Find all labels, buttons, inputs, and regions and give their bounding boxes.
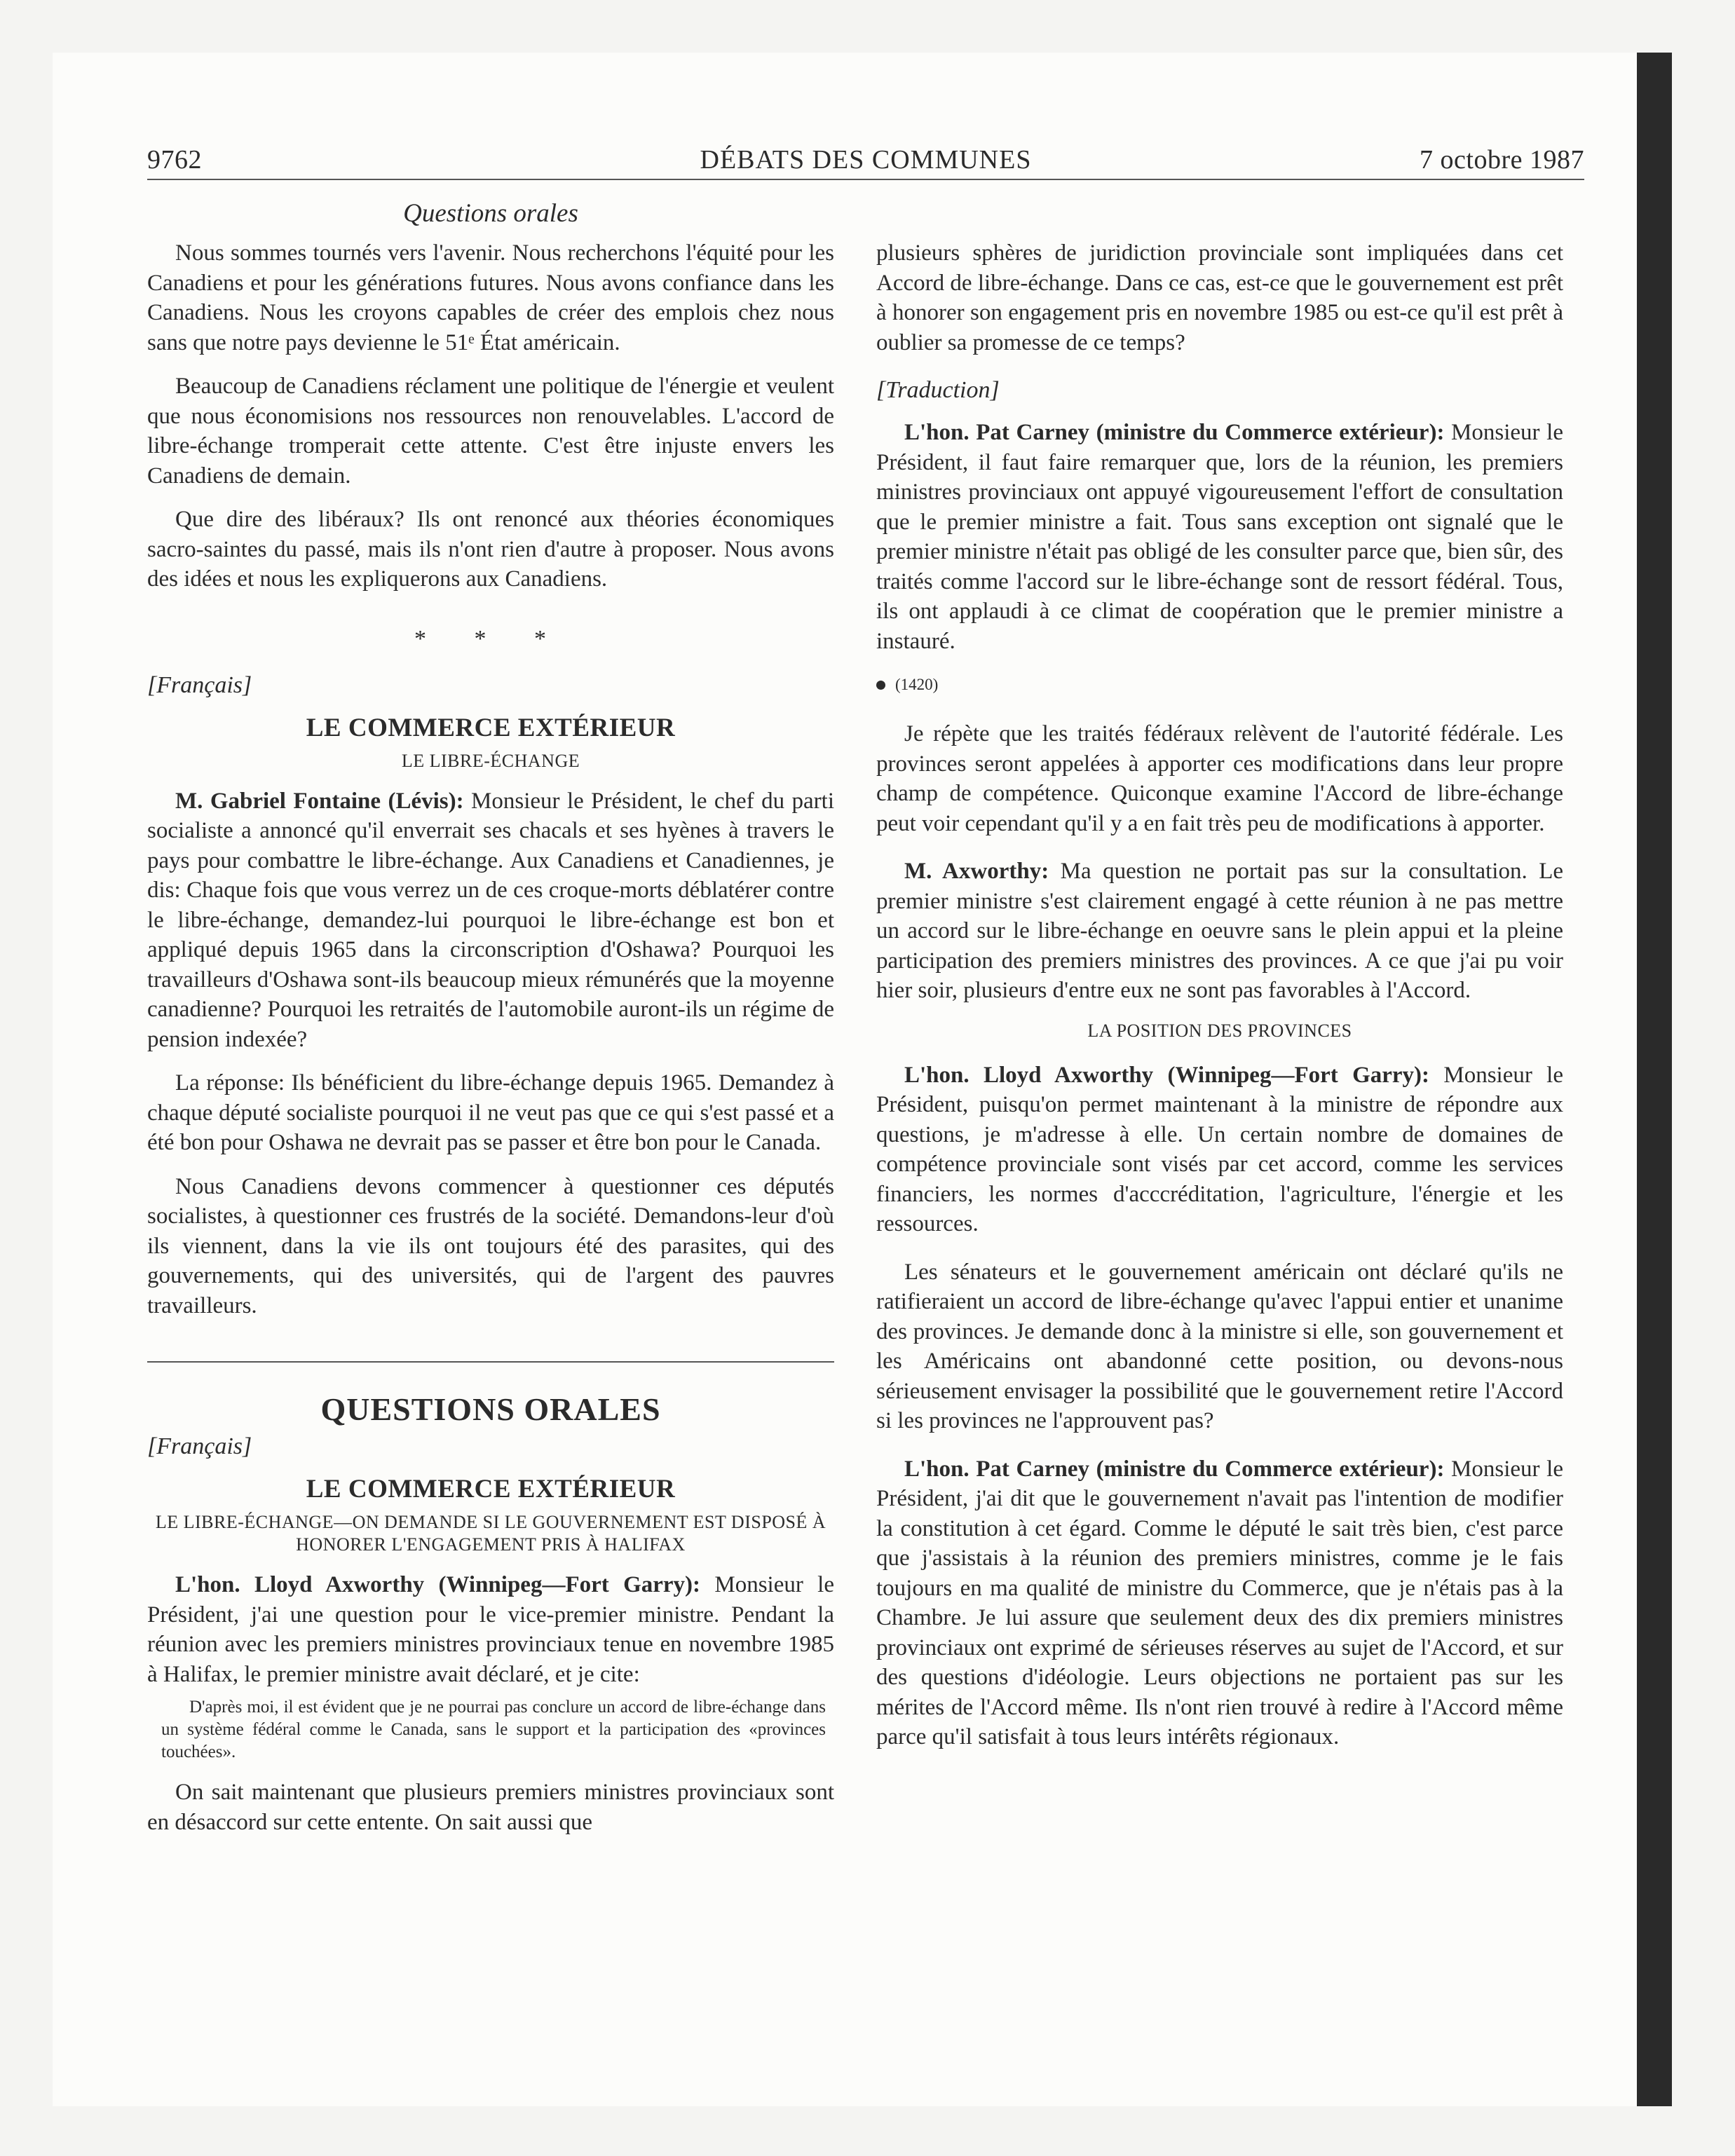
left-column [147,238,834,1837]
language-tag: [Français] [147,671,252,698]
section-title: LE COMMERCE EXTÉRIEUR [306,713,676,742]
paragraph: Nous sommes tournés vers l'avenir. Nous recherchons l'équité pour les Canadiens et pour les générations futures. Nous avons confiance dans les Canadiens. Nous les croyons capables de créer des emplois chez nous sans que notre pays devienne le 51ᵉ État américain. [147,240,834,355]
section-rule [147,1361,834,1363]
section-subtitle: LE LIBRE-ÉCHANGE—ON DEMANDE SI LE GOUVERNEMENT EST DISPOSÉ À HONORER L'ENGAGEMENT PRIS À HALIFAX [155,1512,826,1555]
paragraph: Nous Canadiens devons commencer à questionner ces députés socialistes, à questionner ces frustrés de la société. Demandons-leur d'où ils viennent, dans la vie ils ont toujours été des parasites, qui des gouvernements, qui des universités, qui de l'argent des pauvres travailleurs. [147,1173,834,1318]
issue-date: 7 octobre 1987 [1420,145,1584,175]
speaker-name: L'hon. Lloyd Axworthy (Winnipeg—Fort Garry): [175,1572,701,1597]
language-tag: [Français] [147,1433,252,1459]
major-heading: QUESTIONS ORALES [320,1391,661,1427]
page-number: 9762 [147,145,202,175]
right-column [876,238,1563,1752]
speech-text: Monsieur le Président, le chef du parti socialiste a annoncé qu'il enverrait ses chacals et ses hyènes à travers le pays pour combattre le libre-échange. Aux Canadiens et Canadiennes, je dis: Chaque fois que vous verrez un de ces croque-morts déblatérer contre le libre-échange, demandez-lui pourquoi le libre-échange est bon et appliqué depuis 1965 dans la circonscription d'Oshawa? Pourquoi les travailleurs d'Oshawa sont-ils beaucoup mieux rémunérés que la moyenne canadienne? Pourquoi les retraités de l'automobile auront-ils un régime de pension indexée? [147,788,834,1052]
paragraph: La réponse: Ils bénéficient du libre-échange depuis 1965. Demandez à chaque député socialiste pourquoi il ne veut pas que ce qui s'est passé et a été bon pour Oshawa ne devrait pas se passer et être bon pour le Canada. [147,1070,834,1155]
time-marker [876,676,1563,694]
speaker-name: L'hon. Pat Carney (ministre du Commerce extérieur): [904,420,1445,445]
page-header [147,140,1584,182]
paragraph: Beaucoup de Canadiens réclament une politique de l'énergie et veulent que nous économisions nos ressources non renouvelables. L'accord de libre-échange tromperait cette attente. C'est être injuste envers les Canadiens de demain. [147,374,834,489]
speech-text: Monsieur le Président, j'ai une question pour le vice-premier ministre. Pendant la réunion avec les premiers ministres provinciaux tenue en novembre 1985 à Halifax, le premier ministre avait déclaré, et je cite: [147,1572,834,1687]
running-subheading: Questions orales [403,199,578,228]
section-separator: * * * [414,625,567,652]
block-quote: D'après moi, il est évident que je ne pourrai pas conclure un accord de libre-échange dans un système fédéral comme le Canada, sans le support et la participation des «provinces touchées». [161,1698,826,1761]
speech-paragraph [147,1570,834,1689]
speech-text: Ma question ne portait pas sur la consultation. Le premier ministre s'est clairement engagé à cette réunion à ne pas mettre un accord sur le libre-échange en oeuvre sans le plein appui et la pleine participation des premiers ministres des provinces. A ce que j'ai pu voir hier soir, plusieurs d'entre eux ne sont pas favorables à l'Accord. [876,859,1563,1003]
speaker-name: M. Gabriel Fontaine (Lévis): [175,788,464,814]
language-tag: [Traduction] [876,377,1000,403]
bullet-dot-icon [876,681,885,690]
section-subtitle: LA POSITION DES PROVINCES [1087,1020,1352,1041]
speech-paragraph [876,418,1563,656]
paragraph: Les sénateurs et le gouvernement américain ont déclaré qu'ils ne ratifieraient un accord de libre-échange qu'avec l'appui entier et unanime des provinces. Je demande donc à la ministre si elle, son gouvernement et les Américains ont abandonné cette position, ou devons-nous sérieusement envisager la possibilité que le gouvernement retire l'Accord si les provinces ne l'approuvent pas? [876,1259,1563,1433]
section-subtitle: LE LIBRE-ÉCHANGE [401,750,580,771]
speaker-name: L'hon. Lloyd Axworthy (Winnipeg—Fort Garry): [904,1062,1430,1088]
speech-text: Monsieur le Président, il faut faire remarquer que, lors de la réunion, les premiers ministres provinciaux ont appuyé vigoureusement l'effort de consultation que le premier ministre a fait. Tous sans exception ont signalé que le premier ministre n'était pas obligé de les consulter parce que, bien sûr, des traités comme l'accord sur le libre-échange sont de ressort fédéral. Tous, ils ont applaudi à ce climat de coopération que le premier ministre a instauré. [876,420,1563,654]
speech-text: Monsieur le Président, puisqu'on permet maintenant à la ministre de répondre aux questions, je m'adresse à elle. Un certain nombre de domaines de compétence provinciale sont visés par cet accord, comme les services financiers, les normes d'acccréditation, l'agriculture, l'énergie et les ressources. [876,1062,1563,1236]
speech-paragraph [876,1454,1563,1752]
paragraph: Je répète que les traités fédéraux relèvent de l'autorité fédérale. Les provinces seront appelées à apporter ces modifications dans leur propre champ de compétence. Quiconque examine l'Accord de libre-échange peut voir cependant qu'il y a en fait très peu de modifications à apporter. [876,721,1563,836]
paragraph: plusieurs sphères de juridiction provinciale sont impliquées dans cet Accord de libre-échange. Dans ce cas, est-ce que le gouvernement est prêt à honorer son engagement pris en novembre 1985 ou est-ce qu'il est prêt à oublier sa promesse de ce temps? [876,240,1563,355]
speaker-name: M. Axworthy: [904,859,1049,884]
speech-paragraph [876,1060,1563,1239]
speech-paragraph [876,857,1563,1006]
section-title: LE COMMERCE EXTÉRIEUR [306,1475,676,1503]
paragraph: Que dire des libéraux? Ils ont renoncé aux théories économiques sacro-saintes du passé, mais ils n'ont rien d'autre à proposer. Nous avons des idées et nous les expliquerons aux Canadiens. [147,507,834,592]
paragraph: On sait maintenant que plusieurs premiers ministres provinciaux sont en désaccord sur cette entente. On sait aussi que [147,1780,834,1835]
speaker-name: L'hon. Pat Carney (ministre du Commerce extérieur): [904,1456,1445,1482]
time-marker-label: (1420) [895,676,939,693]
scan-edge-shadow [1637,53,1672,2106]
header-rule [147,179,1584,180]
speech-text: Monsieur le Président, j'ai dit que le gouvernement n'avait pas l'intention de modifier la constitution à cet égard. Comme le député le sait très bien, c'est parce que j'assistais à la réunion des premiers ministres, comme je le fais toujours en ma qualité de ministre du Commerce, que je n'étais pas à la Chambre. Je lui assure que seulement deux des dix premiers ministres provinciaux ont exprimé de sérieuses réserves au sujet de l'Accord, et sur des questions d'idéologie. Leurs objections ne portaient pas sur les mérites de l'Accord même. Ils n'ont rien trouvé à redire à l'Accord même parce qu'il satisfait à tous leurs intérêts régionaux. [876,1456,1563,1749]
publication-title: DÉBATS DES COMMUNES [700,145,1032,175]
speech-paragraph [147,786,834,1055]
